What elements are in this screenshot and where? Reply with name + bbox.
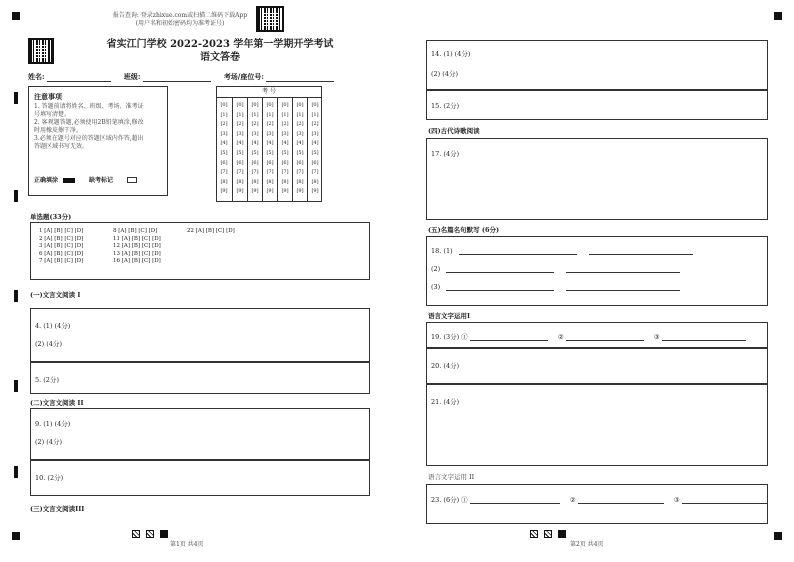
- corner-marker-br: [774, 532, 782, 540]
- exam-digit-bubble[interactable]: [0]: [281, 102, 289, 108]
- notice-item: 2. 客观题答题,必须使用2B铅笔填涂,修改时用橡皮擦干净。: [34, 119, 144, 134]
- exam-digit-bubble[interactable]: [4]: [281, 140, 289, 147]
- side-marker: [14, 380, 18, 392]
- answer-box-q4[interactable]: [30, 308, 370, 362]
- answer-box-q10[interactable]: [30, 460, 370, 496]
- question-label: 15. (2分): [431, 102, 460, 110]
- page-number: 第2页 共4页: [570, 541, 604, 548]
- blank-line[interactable]: [446, 283, 554, 291]
- exam-digit-bubble[interactable]: [2]: [251, 121, 259, 128]
- notice-item: 3.必须在题号对应的答题区域内作答,超出答题区域书写无效。: [34, 135, 144, 150]
- exam-digit-bubble[interactable]: [3]: [236, 130, 244, 137]
- notice-box: [28, 86, 168, 196]
- question-label: (2) (4分): [35, 340, 62, 348]
- notice-title: 注意事项: [34, 92, 62, 101]
- seat-label: 考场/座位号:: [223, 72, 264, 81]
- footer-mark: [558, 530, 566, 538]
- choice-item[interactable]: 1 [A] [B] [C] [D]: [39, 228, 84, 234]
- exam-digit-bubble[interactable]: [4]: [236, 140, 244, 147]
- exam-digit-bubble[interactable]: [5]: [236, 149, 244, 156]
- question-label: 5. (2分): [35, 376, 59, 384]
- choice-item[interactable]: [187, 236, 257, 244]
- answer-box-q5[interactable]: [30, 362, 370, 394]
- seat-field[interactable]: [266, 74, 334, 82]
- choice-row: [39, 258, 361, 266]
- correct-fill-label: 正确填涂: [34, 177, 59, 184]
- choice-row: [39, 228, 361, 236]
- page-title: [70, 38, 370, 64]
- answer-box-q21[interactable]: [426, 384, 768, 466]
- exam-digit-bubble[interactable]: [6]: [296, 159, 304, 166]
- exam-digit-bubble[interactable]: [2]: [296, 121, 304, 128]
- exam-digit-bubble[interactable]: [4]: [311, 140, 319, 147]
- q18-line1: [431, 247, 693, 255]
- exam-number-column: [277, 97, 292, 201]
- exam-digit-bubble[interactable]: [9]: [236, 188, 244, 195]
- missing-mark-box[interactable]: [127, 177, 137, 183]
- blank-line[interactable]: [589, 247, 693, 255]
- notice-item: 1. 答题前请将姓名、班级、考场、准考证号填写清楚。: [34, 103, 144, 118]
- footer-mark: [544, 530, 552, 538]
- exam-digit-bubble[interactable]: [7]: [251, 169, 259, 176]
- exam-digit-bubble[interactable]: [2]: [311, 121, 319, 128]
- exam-digit-list: [217, 101, 231, 197]
- exam-digit-bubble[interactable]: [9]: [251, 188, 259, 195]
- exam-digit-bubble[interactable]: [6]: [281, 159, 289, 166]
- exam-digit-list: [293, 101, 307, 197]
- exam-digit-bubble[interactable]: [1]: [311, 111, 319, 118]
- class-label: 班级:: [123, 72, 141, 81]
- q18-line2: [431, 265, 680, 273]
- missing-mark-label: 缺考标记: [89, 177, 114, 184]
- choice-item[interactable]: 11 [A] [B] [C] [D]: [113, 235, 161, 242]
- blank-line[interactable]: [470, 496, 560, 504]
- exam-digit-bubble[interactable]: [0]: [220, 102, 228, 108]
- student-info: [28, 72, 334, 82]
- exam-digit-bubble[interactable]: [8]: [266, 178, 274, 185]
- footer-mark: [530, 530, 538, 538]
- question-label: 17. (4分): [431, 150, 460, 158]
- exam-digit-bubble[interactable]: [7]: [266, 169, 274, 176]
- answer-box-q15[interactable]: [426, 90, 768, 120]
- choice-item[interactable]: 16 [A] [B] [C] [D]: [113, 258, 161, 264]
- exam-digit-bubble[interactable]: [5]: [296, 149, 304, 156]
- name-label: 姓名:: [28, 72, 45, 81]
- choice-item[interactable]: 7 [A] [B] [C] [D]: [39, 258, 84, 264]
- exam-digit-bubble[interactable]: [6]: [251, 159, 259, 166]
- exam-digit-bubble[interactable]: [3]: [296, 130, 304, 137]
- exam-digit-bubble[interactable]: [2]: [236, 121, 244, 128]
- section-heading: (一)文言文阅读 I: [30, 291, 81, 299]
- side-marker: [14, 466, 18, 478]
- question-label: 18. (1): [431, 247, 453, 255]
- choice-row: [39, 251, 361, 259]
- exam-number-column: [292, 97, 307, 201]
- blank-line[interactable]: [578, 496, 664, 504]
- footer-mark: [132, 530, 140, 538]
- exam-digit-bubble[interactable]: [1]: [281, 111, 289, 118]
- answer-box-q17[interactable]: [426, 138, 768, 220]
- exam-digit-bubble[interactable]: [5]: [220, 149, 228, 156]
- exam-digit-bubble[interactable]: [5]: [281, 149, 289, 156]
- choice-item[interactable]: 22 [A] [B] [C] [D]: [187, 228, 235, 234]
- corner-marker-tr: [774, 12, 782, 20]
- exam-digit-bubble[interactable]: [2]: [281, 121, 289, 128]
- blank-line[interactable]: [446, 265, 554, 273]
- exam-number-column: [232, 97, 247, 201]
- exam-digit-bubble[interactable]: [9]: [220, 188, 228, 195]
- exam-digit-bubble[interactable]: [4]: [251, 140, 259, 147]
- exam-digit-bubble[interactable]: [2]: [220, 121, 228, 128]
- choice-row: [39, 243, 361, 251]
- exam-digit-bubble[interactable]: [1]: [236, 111, 244, 118]
- answer-box-q18[interactable]: [426, 236, 768, 306]
- exam-digit-bubble[interactable]: [2]: [266, 121, 274, 128]
- exam-digit-bubble[interactable]: [8]: [236, 178, 244, 185]
- exam-digit-bubble[interactable]: [3]: [220, 130, 228, 137]
- exam-digit-bubble[interactable]: [9]: [296, 188, 304, 195]
- q19-line: [431, 332, 746, 341]
- exam-digit-bubble[interactable]: [8]: [220, 178, 228, 185]
- exam-digit-list: [308, 101, 322, 197]
- exam-digit-list: [278, 101, 292, 197]
- exam-digit-bubble[interactable]: [6]: [311, 159, 319, 166]
- question-label: 9. (1) (4分): [35, 420, 71, 428]
- exam-digit-bubble[interactable]: [5]: [266, 149, 274, 156]
- blank-line[interactable]: [662, 333, 746, 341]
- exam-digit-bubble[interactable]: [3]: [311, 130, 319, 137]
- exam-digit-bubble[interactable]: [0]: [251, 102, 259, 108]
- class-field[interactable]: [143, 74, 211, 82]
- question-label: 14. (1) (4分): [431, 50, 471, 58]
- blank-line[interactable]: [566, 333, 644, 341]
- exam-digit-bubble[interactable]: [0]: [236, 102, 244, 108]
- choice-item[interactable]: 12 [A] [B] [C] [D]: [113, 243, 161, 249]
- report-notice-line1: 报告查询: 登录zhixue.com或扫描二维码下载App: [112, 12, 248, 19]
- blank-index: ②: [557, 333, 564, 341]
- exam-number-column: [247, 97, 262, 201]
- section-heading: (四)古代诗歌阅读: [428, 127, 480, 135]
- exam-digit-bubble[interactable]: [8]: [296, 178, 304, 185]
- exam-digit-bubble[interactable]: [8]: [281, 178, 289, 185]
- exam-digit-bubble[interactable]: [6]: [220, 159, 228, 166]
- question-label: 23. (6分) ①: [431, 496, 468, 504]
- exam-digit-bubble[interactable]: [7]: [281, 169, 289, 176]
- exam-digit-bubble[interactable]: [5]: [251, 149, 259, 156]
- exam-digit-bubble[interactable]: [7]: [220, 169, 228, 176]
- section-heading: 语言文字运用I: [428, 312, 471, 320]
- blank-line[interactable]: [459, 247, 577, 255]
- choice-item[interactable]: 2 [A] [B] [C] [D]: [39, 235, 84, 242]
- page-title-line2: 语文答卷: [200, 52, 240, 63]
- exam-number-column: [307, 97, 322, 201]
- question-label: (3): [431, 283, 441, 291]
- side-marker: [14, 92, 18, 104]
- exam-digit-bubble[interactable]: [1]: [266, 111, 274, 118]
- answer-box-q14[interactable]: [426, 40, 768, 90]
- qr-code-icon: [28, 38, 54, 64]
- blank-index: ②: [569, 496, 576, 504]
- name-field[interactable]: [47, 74, 111, 82]
- answer-box-q19[interactable]: [426, 322, 768, 348]
- answer-box-q23[interactable]: [426, 484, 768, 524]
- exam-digit-list: [248, 101, 262, 197]
- exam-digit-bubble[interactable]: [1]: [220, 111, 228, 118]
- exam-digit-bubble[interactable]: [7]: [236, 169, 244, 176]
- blank-line[interactable]: [566, 265, 680, 273]
- choice-item[interactable]: 13 [A] [B] [C] [D]: [113, 250, 161, 257]
- blank-index: ③: [673, 496, 680, 504]
- blank-index: ③: [653, 333, 660, 341]
- side-marker: [14, 290, 18, 302]
- exam-digit-bubble[interactable]: [3]: [281, 130, 289, 137]
- corner-marker-bl: [12, 532, 20, 540]
- single-choice-box: [30, 222, 370, 280]
- exam-digit-bubble[interactable]: [9]: [266, 188, 274, 195]
- exam-digit-list: [233, 101, 247, 197]
- question-label: 4. (1) (4分): [35, 322, 71, 330]
- qr-code-icon: [256, 6, 284, 32]
- exam-digit-bubble[interactable]: [1]: [251, 111, 259, 118]
- exam-digit-bubble[interactable]: [6]: [236, 159, 244, 166]
- exam-digit-bubble[interactable]: [3]: [251, 130, 259, 137]
- exam-digit-bubble[interactable]: [0]: [266, 102, 274, 108]
- exam-digit-bubble[interactable]: [9]: [281, 188, 289, 195]
- answer-box-q9[interactable]: [30, 408, 370, 460]
- exam-digit-bubble[interactable]: [4]: [220, 140, 228, 147]
- exam-digit-bubble[interactable]: [8]: [311, 178, 319, 185]
- question-label: 10. (2分): [35, 474, 64, 482]
- exam-digit-bubble[interactable]: [4]: [266, 140, 274, 147]
- footer-mark: [146, 530, 154, 538]
- exam-digit-bubble[interactable]: [3]: [266, 130, 274, 137]
- single-choice-rows: [39, 228, 361, 266]
- exam-digit-bubble[interactable]: [5]: [311, 149, 319, 156]
- choice-item[interactable]: [187, 258, 257, 266]
- question-label: (2): [431, 265, 441, 273]
- exam-digit-bubble[interactable]: [8]: [251, 178, 259, 185]
- exam-digit-bubble[interactable]: [7]: [296, 169, 304, 176]
- section-heading: 语言文字运用 II: [428, 473, 475, 481]
- question-label: 20. (4分): [431, 362, 460, 370]
- side-marker: [14, 190, 18, 202]
- q23-line: [431, 495, 768, 504]
- choice-item[interactable]: 6 [A] [B] [C] [D]: [39, 250, 84, 257]
- blank-line[interactable]: [682, 496, 768, 504]
- exam-number-column: [217, 97, 232, 201]
- choice-item[interactable]: 3 [A] [B] [C] [D]: [39, 243, 84, 249]
- correct-fill-sample: [63, 178, 75, 183]
- section-heading: (三)文言文阅读III: [30, 505, 85, 513]
- choice-item[interactable]: [187, 243, 257, 251]
- report-notice-line2: (用户名和初始密码均为准考证号): [135, 20, 225, 27]
- exam-number-header: 考 号: [217, 88, 321, 98]
- blank-line[interactable]: [470, 333, 548, 341]
- q18-line3: [431, 283, 680, 291]
- question-label: 19. (3分) ①: [431, 333, 468, 341]
- choice-item[interactable]: 8 [A] [B] [C] [D]: [113, 228, 158, 234]
- question-label: (2) (4分): [431, 70, 458, 78]
- blank-line[interactable]: [566, 283, 680, 291]
- question-label: (2) (4分): [35, 438, 62, 446]
- exam-number-grid: [216, 86, 322, 202]
- exam-number-column: [262, 97, 277, 201]
- page-title-line1: 省实江门学校 2022-2023 学年第一学期开学考试: [106, 39, 334, 50]
- report-notice: [110, 12, 250, 28]
- choice-row: [39, 236, 361, 244]
- corner-marker-tl: [12, 12, 20, 20]
- page-number: 第1页 共4页: [170, 541, 204, 548]
- exam-digit-bubble[interactable]: [6]: [266, 159, 274, 166]
- exam-digit-bubble[interactable]: [0]: [296, 102, 304, 108]
- footer-mark: [160, 530, 168, 538]
- exam-digit-bubble[interactable]: [0]: [311, 102, 319, 108]
- exam-digit-bubble[interactable]: [4]: [296, 140, 304, 147]
- question-label: 21. (4分): [431, 398, 460, 406]
- section-heading: (五)名篇名句默写 (6分): [428, 226, 500, 234]
- choice-item[interactable]: [187, 251, 257, 259]
- exam-digit-bubble[interactable]: [9]: [311, 188, 319, 195]
- answer-box-q20[interactable]: [426, 348, 768, 384]
- exam-digit-list: [263, 101, 277, 197]
- exam-digit-bubble[interactable]: [7]: [311, 169, 319, 176]
- exam-digit-bubble[interactable]: [1]: [296, 111, 304, 118]
- single-choice-heading: 单选题(33分): [30, 213, 72, 221]
- section-heading: (二)文言文阅读 II: [30, 399, 84, 407]
